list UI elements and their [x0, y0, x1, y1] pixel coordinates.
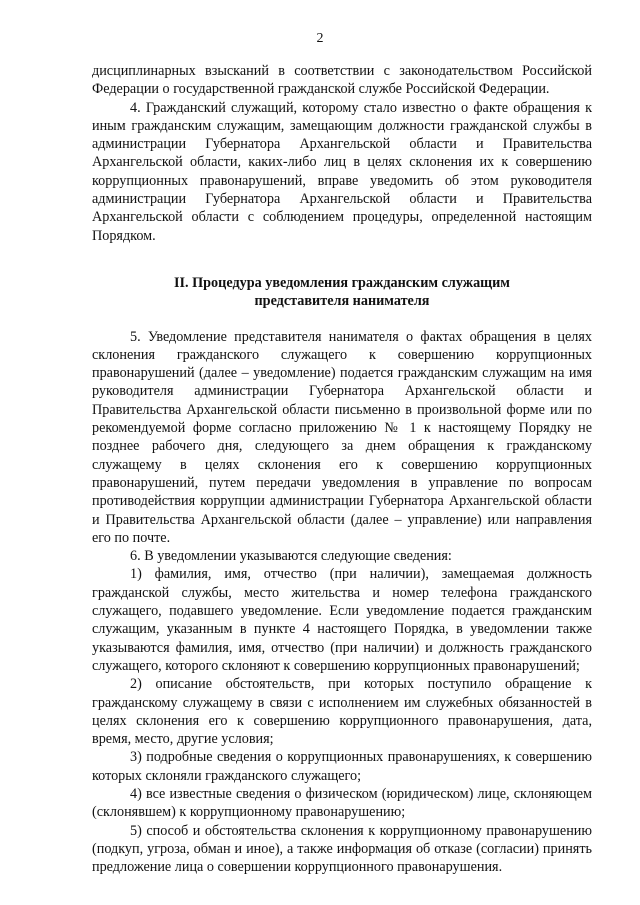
paragraph-5: 5. Уведомление представителя нанимателя о фактах обращения в целях склонения гражданского служащего к совершению коррупционных правонарушений (далее – уведомление) подается гражданским служащим на имя руководителя администрации Губернатора Архангельской области и Правительства Архангельской области письменно в произвольной форме или по рекомендуемой форме согласно приложению № 1 к настоящему Порядку не позднее рабочего дня, следующего за днем обращения к гражданскому служащему в целях склонения его к совершению коррупционных правонарушений, путем передачи уведомления в управление по вопросам противодействия коррупции администрации Губернатора Архангельской области и Правительства Архангельской области (далее – управление) или направления его по почте.: [92, 328, 592, 546]
paragraph-6-item-4: 4) все известные сведения о физическом (юридическом) лице, склоняющем (склонявшем) к коррупционному правонарушению;: [92, 785, 592, 821]
paragraph-continuation: дисциплинарных взысканий в соответствии с законодательством Российской Федерации о государственной гражданской службе Российской Федерации.: [92, 63, 592, 98]
paragraph-6-item-2: 2) описание обстоятельств, при которых поступило обращение к гражданскому служащему в связи с исполнением им служебных обязанностей в целях склонения его к совершению коррупционного правонарушения, дата, время, место, другие условия;: [92, 676, 592, 748]
paragraph-6: 6. В уведомлении указываются следующие сведения:: [130, 548, 452, 565]
paragraph-6-item-5: 5) способ и обстоятельства склонения к коррупционному правонарушению (подкуп, угроза, обман и иное), а также информация об отказе (согласии) принять предложение лица о совершении коррупционного правонарушения.: [92, 822, 592, 876]
paragraph-4: 4. Гражданский служащий, которому стало известно о факте обращения к иным гражданским служащим, замещающим должности гражданской службы в администрации Губернатора Архангельской области и Правительства Архангельской области, каких-либо лиц в целях склонения их к совершению коррупционных правонарушений, вправе уведомить об этом руководителя администрации Губернатора Архангельской области и Правительства Архангельской области с соблюдением процедуры, определенной настоящим Порядком.: [92, 99, 592, 244]
section-heading: II. Процедура уведомления гражданским служащим представителя нанимателя: [174, 274, 510, 310]
paragraph-6-item-1: 1) фамилия, имя, отчество (при наличии), замещаемая должность гражданской службы, место жительства и номер телефона гражданского служащего, подавшего уведомление. Если уведомление подается гражданским служащим, указанным в пункте 4 настоящего Порядка, в уведомлении также указываются фамилия, имя, отчество (при наличии) и должность гражданского служащего, которого склоняют к совершению коррупционных правонарушений;: [92, 566, 592, 674]
paragraph-6-item-3: 3) подробные сведения о коррупционных правонарушениях, к совершению которых склоняли гражданского служащего;: [92, 749, 592, 784]
page-number: 2: [316, 31, 324, 46]
document-body: [92, 62, 592, 876]
